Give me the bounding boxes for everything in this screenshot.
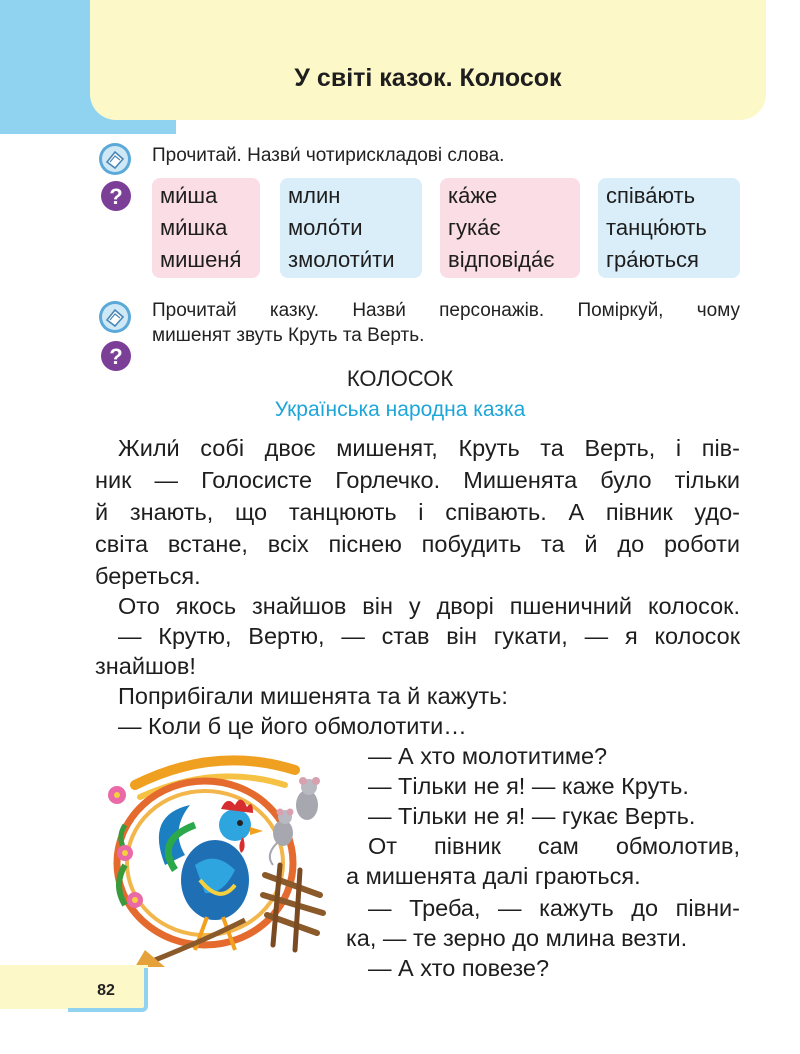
word-item: ми́шка [160, 215, 228, 240]
story-line: ка, — те зерно до млина везти. [346, 925, 688, 951]
word-item: мишеня́ [160, 247, 242, 272]
word-item: відповіда́є [448, 247, 555, 272]
story-line: й знають, що танцюють і співають. А півник удо- [95, 499, 740, 525]
word-group-3 [440, 178, 580, 278]
word-group-2 [280, 178, 422, 278]
task-instruction-1: Прочитай. Назви́ чотирискладові слова. [152, 145, 505, 166]
story-line: а мишенята далі граються. [346, 863, 641, 889]
story-line: — А хто повезе? [368, 955, 550, 981]
word-group-4 [598, 178, 740, 278]
svg-text:?: ? [109, 344, 123, 369]
story-line: — Тільки не я! — гукає Верть. [368, 803, 696, 829]
story-line: Поприбігали мишенята та й кажуть: [118, 683, 508, 709]
story-line: — Коли б це його обмолотити… [118, 713, 467, 739]
word-item: співа́ють [606, 183, 696, 208]
word-item: змолоти́ти [288, 247, 395, 272]
story-line: світа встане, всіх піснею побудить та й до роботи [95, 531, 740, 557]
page-title: У світі казок. Колосок [294, 64, 562, 92]
svg-text:?: ? [109, 184, 123, 209]
book-icon [98, 142, 132, 176]
rooster-and-mice-illustration [95, 745, 340, 970]
question-icon [100, 180, 132, 212]
word-item: моло́ти [288, 215, 363, 240]
story-line: — Тільки не я! — каже Круть. [368, 773, 689, 799]
story-subtitle: Українська народна казка [274, 398, 526, 421]
story-line: От півник сам обмолотив, [368, 833, 740, 859]
story-title: КОЛОСОК [346, 366, 454, 391]
story-line: Жили́ собі двоє мишенят, Круть та Верть, і пів- [118, 435, 740, 461]
story-line: ник — Голосисте Горлечко. Мишенята було тільки [95, 467, 740, 493]
word-item: гра́ються [606, 247, 699, 272]
task-instruction-2-line-1: Прочитай казку. Назви́ персонажів. Поміркуй, чому [152, 300, 740, 321]
page-number: 82 [97, 982, 115, 999]
task-instruction-2-line-2: мишенят звуть Круть та Верть. [152, 325, 425, 346]
word-group-1 [152, 178, 260, 278]
story-line: — Треба, — кажуть до півни- [368, 895, 740, 921]
story-line: Ото якось знайшов він у дворі пшеничний колосок. [118, 593, 740, 619]
story-line: знайшов! [95, 653, 196, 679]
word-item: гука́є [448, 215, 501, 240]
word-item: ка́же [448, 183, 498, 208]
story-line: — Крутю, Вертю, — став він гукати, — я колосок [118, 623, 740, 649]
word-item: танцю́ють [606, 215, 707, 240]
word-item: млин [288, 183, 341, 208]
word-item: ми́ша [160, 183, 218, 208]
book-icon [98, 300, 132, 334]
title-band [90, 0, 766, 120]
story-line: — А хто молотитиме? [368, 743, 608, 769]
story-line: береться. [95, 563, 201, 589]
